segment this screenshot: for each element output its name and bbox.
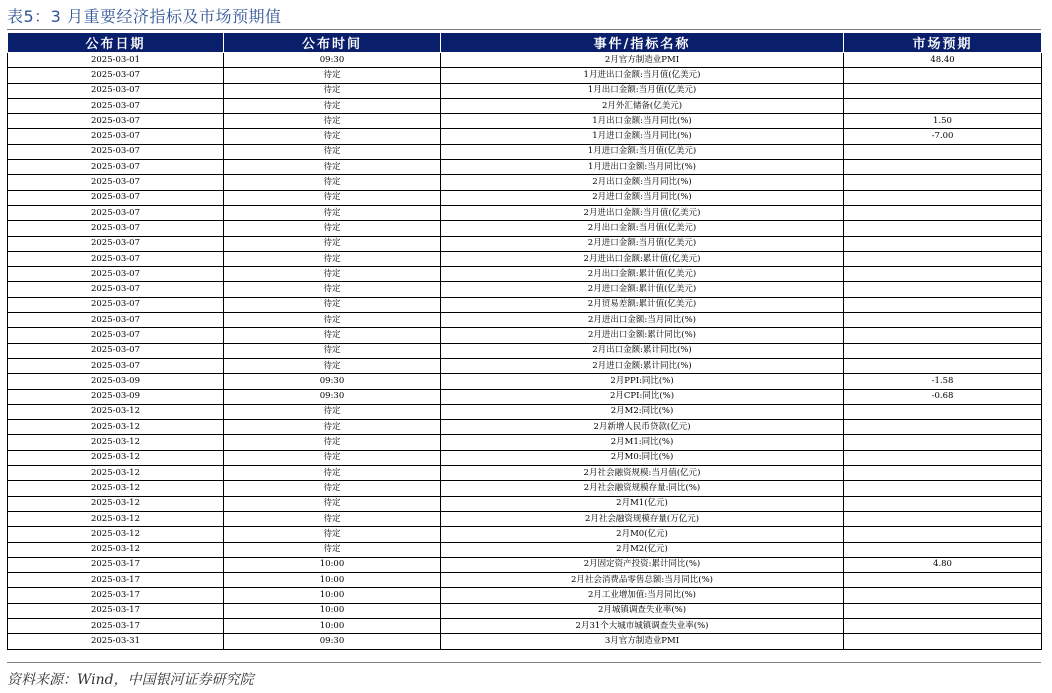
- cell-expectation: [844, 542, 1042, 557]
- bottom-divider: [7, 662, 1041, 663]
- cell-time: 09:30: [224, 634, 441, 649]
- cell-time: 09:30: [224, 389, 441, 404]
- cell-date: 2025-03-12: [8, 496, 224, 511]
- cell-time: 待定: [224, 328, 441, 343]
- cell-time: 待定: [224, 68, 441, 83]
- cell-date: 2025-03-07: [8, 267, 224, 282]
- cell-date: 2025-03-12: [8, 420, 224, 435]
- cell-date: 2025-03-07: [8, 282, 224, 297]
- table-row: [8, 129, 1042, 144]
- table-row: [8, 190, 1042, 205]
- cell-time: 待定: [224, 83, 441, 98]
- cell-time: 待定: [224, 160, 441, 175]
- cell-expectation: [844, 496, 1042, 511]
- cell-expectation: -1.58: [844, 374, 1042, 389]
- header-expectation: 市场预期: [844, 33, 1042, 53]
- cell-expectation: [844, 251, 1042, 266]
- cell-expectation: [844, 466, 1042, 481]
- cell-date: 2025-03-12: [8, 404, 224, 419]
- cell-event: 2月城镇调查失业率(%): [441, 603, 844, 618]
- cell-date: 2025-03-07: [8, 83, 224, 98]
- cell-event: 2月出口金额:当月值(亿美元): [441, 221, 844, 236]
- cell-date: 2025-03-07: [8, 175, 224, 190]
- table-row: [8, 527, 1042, 542]
- table-row: [8, 557, 1042, 572]
- economic-indicators-table: [7, 32, 1042, 650]
- cell-event: 2月M2:同比(%): [441, 404, 844, 419]
- table-row: [8, 53, 1042, 68]
- cell-date: 2025-03-07: [8, 358, 224, 373]
- cell-event: 2月社会融资规模存量:同比(%): [441, 481, 844, 496]
- cell-expectation: [844, 68, 1042, 83]
- cell-event: 1月出口金额:当月值(亿美元): [441, 83, 844, 98]
- cell-event: 1月进口金额:当月值(亿美元): [441, 144, 844, 159]
- cell-time: 待定: [224, 175, 441, 190]
- table-row: [8, 450, 1042, 465]
- cell-date: 2025-03-12: [8, 542, 224, 557]
- table-row: [8, 511, 1042, 526]
- cell-expectation: [844, 160, 1042, 175]
- cell-event: 3月官方制造业PMI: [441, 634, 844, 649]
- cell-event: 2月社会融资规模存量(万亿元): [441, 511, 844, 526]
- cell-expectation: [844, 618, 1042, 633]
- cell-time: 待定: [224, 466, 441, 481]
- table-row: [8, 634, 1042, 649]
- cell-date: 2025-03-31: [8, 634, 224, 649]
- table-row: [8, 144, 1042, 159]
- cell-date: 2025-03-09: [8, 374, 224, 389]
- cell-date: 2025-03-12: [8, 450, 224, 465]
- cell-expectation: [844, 297, 1042, 312]
- cell-expectation: 1.50: [844, 114, 1042, 129]
- cell-date: 2025-03-07: [8, 236, 224, 251]
- table-row: [8, 297, 1042, 312]
- cell-expectation: [844, 175, 1042, 190]
- cell-expectation: [844, 511, 1042, 526]
- cell-time: 09:30: [224, 374, 441, 389]
- cell-time: 待定: [224, 542, 441, 557]
- cell-event: 2月进口金额:累计值(亿美元): [441, 282, 844, 297]
- table-row: [8, 251, 1042, 266]
- cell-expectation: [844, 221, 1042, 236]
- cell-time: 待定: [224, 450, 441, 465]
- cell-expectation: [844, 205, 1042, 220]
- cell-time: 10:00: [224, 557, 441, 572]
- cell-expectation: [844, 435, 1042, 450]
- cell-date: 2025-03-17: [8, 557, 224, 572]
- cell-event: 2月出口金额:累计同比(%): [441, 343, 844, 358]
- cell-date: 2025-03-07: [8, 313, 224, 328]
- table-row: [8, 603, 1042, 618]
- cell-time: 待定: [224, 221, 441, 236]
- cell-date: 2025-03-17: [8, 573, 224, 588]
- cell-time: 待定: [224, 236, 441, 251]
- cell-date: 2025-03-12: [8, 466, 224, 481]
- header-event: 事件/指标名称: [441, 33, 844, 53]
- table-row: [8, 573, 1042, 588]
- cell-date: 2025-03-12: [8, 481, 224, 496]
- cell-date: 2025-03-07: [8, 160, 224, 175]
- cell-event: 2月出口金额:累计值(亿美元): [441, 267, 844, 282]
- cell-time: 09:30: [224, 53, 441, 68]
- cell-date: 2025-03-01: [8, 53, 224, 68]
- top-divider: [7, 29, 1041, 30]
- cell-event: 2月CPI:同比(%): [441, 389, 844, 404]
- cell-date: 2025-03-07: [8, 205, 224, 220]
- cell-date: 2025-03-07: [8, 144, 224, 159]
- cell-date: 2025-03-12: [8, 527, 224, 542]
- cell-event: 2月进出口金额:当月同比(%): [441, 313, 844, 328]
- table-row: [8, 588, 1042, 603]
- cell-expectation: [844, 527, 1042, 542]
- cell-expectation: [844, 83, 1042, 98]
- cell-event: 2月M1(亿元): [441, 496, 844, 511]
- cell-expectation: [844, 481, 1042, 496]
- table-row: [8, 205, 1042, 220]
- cell-expectation: [844, 267, 1042, 282]
- cell-date: 2025-03-07: [8, 328, 224, 343]
- cell-expectation: [844, 98, 1042, 113]
- cell-date: 2025-03-07: [8, 98, 224, 113]
- cell-event: 1月进出口金额:当月值(亿美元): [441, 68, 844, 83]
- table-row: [8, 374, 1042, 389]
- header-date: 公布日期: [8, 33, 224, 53]
- cell-time: 待定: [224, 251, 441, 266]
- cell-time: 待定: [224, 358, 441, 373]
- cell-expectation: [844, 190, 1042, 205]
- cell-time: 待定: [224, 114, 441, 129]
- table-row: [8, 267, 1042, 282]
- cell-event: 2月社会消费品零售总额:当月同比(%): [441, 573, 844, 588]
- cell-event: 2月进出口金额:累计同比(%): [441, 328, 844, 343]
- cell-event: 2月PPI:同比(%): [441, 374, 844, 389]
- cell-time: 待定: [224, 144, 441, 159]
- cell-date: 2025-03-07: [8, 297, 224, 312]
- cell-date: 2025-03-17: [8, 618, 224, 633]
- cell-event: 2月进口金额:累计同比(%): [441, 358, 844, 373]
- cell-time: 10:00: [224, 573, 441, 588]
- table-row: [8, 496, 1042, 511]
- cell-event: 2月贸易差额:累计值(亿美元): [441, 297, 844, 312]
- table-row: [8, 68, 1042, 83]
- table-row: [8, 160, 1042, 175]
- table-row: [8, 542, 1042, 557]
- cell-event: 2月进口金额:当月值(亿美元): [441, 236, 844, 251]
- cell-date: 2025-03-17: [8, 603, 224, 618]
- cell-expectation: 48.40: [844, 53, 1042, 68]
- cell-time: 10:00: [224, 618, 441, 633]
- cell-expectation: -7.00: [844, 129, 1042, 144]
- cell-event: 2月新增人民币贷款(亿元): [441, 420, 844, 435]
- cell-time: 待定: [224, 420, 441, 435]
- cell-event: 2月31个大城市城镇调查失业率(%): [441, 618, 844, 633]
- cell-time: 待定: [224, 481, 441, 496]
- cell-date: 2025-03-07: [8, 251, 224, 266]
- table-body: [8, 53, 1042, 650]
- table-row: [8, 389, 1042, 404]
- table-row: [8, 282, 1042, 297]
- table-row: [8, 236, 1042, 251]
- cell-time: 待定: [224, 527, 441, 542]
- table-row: [8, 313, 1042, 328]
- cell-event: 2月进出口金额:当月值(亿美元): [441, 205, 844, 220]
- table-row: [8, 175, 1042, 190]
- cell-date: 2025-03-07: [8, 221, 224, 236]
- cell-expectation: [844, 282, 1042, 297]
- cell-expectation: [844, 144, 1042, 159]
- cell-expectation: [844, 313, 1042, 328]
- cell-expectation: -0.68: [844, 389, 1042, 404]
- table-row: [8, 358, 1042, 373]
- cell-event: 2月工业增加值:当月同比(%): [441, 588, 844, 603]
- cell-expectation: [844, 404, 1042, 419]
- table-row: [8, 618, 1042, 633]
- source-note: 资料来源：Wind，中国银河证券研究院: [7, 672, 254, 688]
- cell-event: 1月进口金额:当月同比(%): [441, 129, 844, 144]
- table-row: [8, 328, 1042, 343]
- cell-time: 待定: [224, 435, 441, 450]
- table-row: [8, 83, 1042, 98]
- cell-time: 10:00: [224, 603, 441, 618]
- cell-expectation: [844, 634, 1042, 649]
- table-row: [8, 466, 1042, 481]
- cell-event: 2月固定资产投资:累计同比(%): [441, 557, 844, 572]
- cell-time: 待定: [224, 129, 441, 144]
- table-row: [8, 404, 1042, 419]
- cell-event: 2月外汇储备(亿美元): [441, 98, 844, 113]
- cell-expectation: 4.80: [844, 557, 1042, 572]
- cell-event: 1月进出口金额:当月同比(%): [441, 160, 844, 175]
- cell-time: 待定: [224, 404, 441, 419]
- table-row: [8, 221, 1042, 236]
- cell-time: 待定: [224, 205, 441, 220]
- table-row: [8, 481, 1042, 496]
- cell-event: 2月进出口金额:累计值(亿美元): [441, 251, 844, 266]
- header-time: 公布时间: [224, 33, 441, 53]
- table-row: [8, 343, 1042, 358]
- cell-date: 2025-03-07: [8, 129, 224, 144]
- table-row: [8, 420, 1042, 435]
- cell-time: 待定: [224, 190, 441, 205]
- cell-event: 2月M2(亿元): [441, 542, 844, 557]
- cell-expectation: [844, 588, 1042, 603]
- cell-date: 2025-03-12: [8, 435, 224, 450]
- cell-time: 待定: [224, 282, 441, 297]
- table-caption: 表5：3 月重要经济指标及市场预期值: [7, 7, 282, 26]
- cell-event: 2月M1:同比(%): [441, 435, 844, 450]
- cell-expectation: [844, 573, 1042, 588]
- table-row: [8, 435, 1042, 450]
- cell-date: 2025-03-17: [8, 588, 224, 603]
- cell-event: 2月M0(亿元): [441, 527, 844, 542]
- cell-event: 1月出口金额:当月同比(%): [441, 114, 844, 129]
- cell-time: 待定: [224, 267, 441, 282]
- cell-date: 2025-03-07: [8, 68, 224, 83]
- cell-time: 待定: [224, 313, 441, 328]
- cell-expectation: [844, 328, 1042, 343]
- cell-expectation: [844, 343, 1042, 358]
- cell-event: 2月进口金额:当月同比(%): [441, 190, 844, 205]
- cell-time: 待定: [224, 98, 441, 113]
- cell-time: 待定: [224, 511, 441, 526]
- cell-date: 2025-03-07: [8, 190, 224, 205]
- table-row: [8, 98, 1042, 113]
- cell-time: 待定: [224, 343, 441, 358]
- table-row: [8, 114, 1042, 129]
- cell-expectation: [844, 420, 1042, 435]
- cell-time: 待定: [224, 297, 441, 312]
- cell-expectation: [844, 450, 1042, 465]
- cell-expectation: [844, 358, 1042, 373]
- header-row: [8, 33, 1042, 53]
- cell-event: 2月M0:同比(%): [441, 450, 844, 465]
- cell-time: 待定: [224, 496, 441, 511]
- cell-date: 2025-03-07: [8, 114, 224, 129]
- cell-expectation: [844, 236, 1042, 251]
- cell-event: 2月官方制造业PMI: [441, 53, 844, 68]
- cell-expectation: [844, 603, 1042, 618]
- cell-time: 10:00: [224, 588, 441, 603]
- cell-date: 2025-03-07: [8, 343, 224, 358]
- cell-event: 2月社会融资规模:当月值(亿元): [441, 466, 844, 481]
- cell-event: 2月出口金额:当月同比(%): [441, 175, 844, 190]
- cell-date: 2025-03-12: [8, 511, 224, 526]
- cell-date: 2025-03-09: [8, 389, 224, 404]
